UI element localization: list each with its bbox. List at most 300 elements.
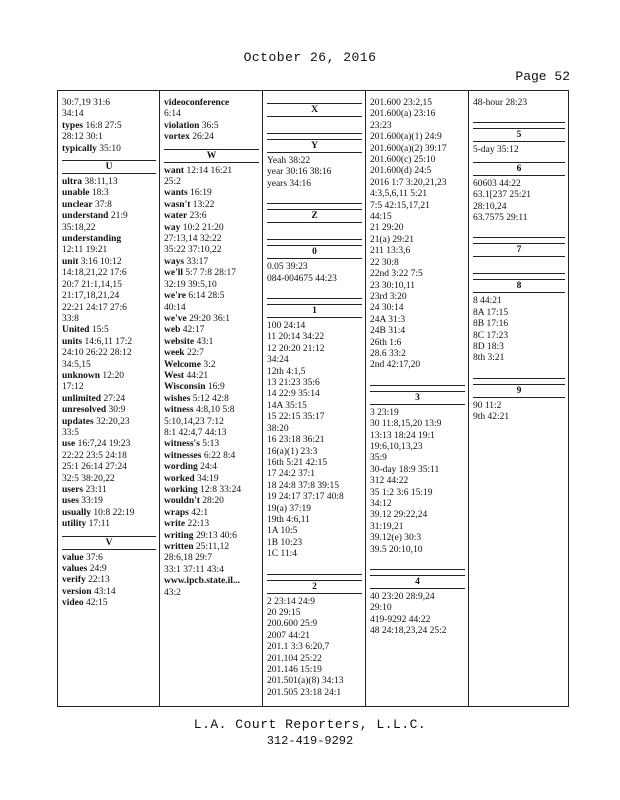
section-letter: 1 [267,304,362,318]
index-entry [370,510,465,521]
index-entry [62,144,156,155]
index-entry [267,688,362,699]
index-references: 22:21 24:17 27:6 [62,302,127,313]
index-references: 44:15 [370,212,392,223]
index-references: 21:9 [108,211,128,222]
index-references: 24B 31:4 [370,326,406,337]
index-references: 312 44:22 [370,476,409,487]
index-entry [164,485,259,496]
index-references: 27:13,14 32:22 [164,234,222,245]
index-references: 9th 42:21 [473,412,510,423]
index-references: Yeah 38:22 [267,156,311,166]
index-term: web [164,325,181,336]
index-references: 8A 17:15 [473,307,509,318]
index-term: unclear [62,199,93,210]
index-entry [473,331,565,342]
index-entry [370,98,465,109]
index-entry [370,166,465,177]
index-entry [370,292,465,303]
index-references: 8B 17:16 [473,319,509,330]
index-entry [164,98,259,109]
index-term: worked [164,473,195,484]
index-entry [370,349,465,360]
index-references: 33:17 [184,256,209,267]
index-references: 12th 4:1,5 [267,366,306,377]
index-references: 22:13 [85,575,110,586]
index-references: 38:11,13 [82,177,118,188]
index-references: 4:3,5,6,11 5:21 [370,189,428,200]
index-entry [267,458,362,469]
index-references: years 34:16 [267,178,312,189]
section-letter: Y [267,139,362,153]
section-letter: 4 [370,575,465,589]
index-entry [267,344,362,355]
index-entry [370,246,465,257]
index-entry [267,412,362,423]
index-entry [164,132,259,143]
index-references: 34:19 [194,473,219,484]
index-references: 25:1 26:14 27:24 [62,462,127,473]
index-references: 28:12 30:1 [62,132,103,143]
index-references: 34:12 [370,499,392,509]
index-entry [267,619,362,630]
index-references: 30:7,19 31:6 [62,98,111,108]
index-entry [370,453,465,464]
index-entry [164,565,259,576]
index-references: 34:24 [267,355,289,366]
index-entry [267,504,362,515]
index-references: 1C 11:4 [267,549,297,560]
index-term: written [164,542,194,553]
index-entry [164,405,259,416]
index-references: 8:1 42:4,7 44:13 [164,427,227,438]
index-entry [164,576,259,587]
index-term: users [62,485,84,495]
index-references: 2007 44:21 [267,630,311,641]
index-term: use [62,439,76,450]
index-entry [164,542,259,553]
index-term: we've [164,313,187,324]
index-term: unknown [62,370,101,381]
index-entry [62,200,156,211]
index-term: values [62,564,88,575]
index-entry [370,419,465,430]
index-references: 15:5 [89,325,109,336]
index-references: 33:8 [62,313,79,324]
index-references: 30:9 [106,405,126,416]
index-references: 32:19 39:5,10 [164,279,217,290]
index-entry [62,564,156,575]
index-references: 44:21 [184,370,209,381]
index-entry [370,121,465,132]
index-references: 201.600(a) 23:16 [370,109,436,120]
index-references: 40 23:20 28:9,24 [370,592,435,603]
index-references: 19 24:17 37:17 40:8 [267,492,344,503]
index-term: vortex [164,132,190,143]
index-entry [370,281,465,292]
section-letter: U [62,160,156,174]
index-references: 17:12 [62,382,84,393]
index-term: utility [62,519,87,530]
index-entry [267,515,362,526]
index-entry [267,179,362,190]
index-term: ways [164,256,185,267]
index-references: 084-004675 44:23 [267,273,337,284]
index-references: 5:13 [199,439,220,450]
index-references: 37:8 [92,199,112,210]
index-term: videoconference [164,98,230,108]
index-entry [62,268,156,279]
index-references: 28:20 [199,496,224,507]
index-entry [164,223,259,234]
index-references: 6:14 28:5 [185,291,225,302]
index-references: 19(a) 37:19 [267,503,312,514]
index-references: 201.505 23:18 24:1 [267,687,342,698]
index-entry [267,676,362,687]
index-entry [370,178,465,189]
index-references: 24 30:14 [370,303,404,314]
index-references: 3:16 10:12 [78,256,122,267]
index-references: 32:5 38:20,22 [62,473,115,484]
index-references: 14:18,21,22 17:6 [62,268,127,279]
index-entry [62,428,156,439]
index-entry [267,156,362,167]
index-entry [164,188,259,199]
index-entry [267,492,362,503]
index-references: 23:6 [187,211,207,222]
index-references: 34:14 [62,109,84,120]
index-references: 10:2 21:20 [180,222,224,233]
index-entry [267,274,362,285]
index-entry [370,326,465,337]
index-entry [62,280,156,291]
index-entry [370,626,465,637]
index-term: unit [62,256,79,267]
index-references: 24:9 [87,564,107,575]
section-letter: 2 [267,580,362,594]
index-entry [473,296,565,307]
section-divider [370,372,465,386]
index-entry [62,485,156,496]
index-entry [62,439,156,450]
index-references: 36:5 [199,120,219,131]
index-references: 35:10 [96,143,121,154]
index-references: 201.600(d) 24:5 [370,166,432,177]
index-entry [473,98,565,109]
index-entry [164,245,259,256]
index-references: 24:4 [197,462,218,473]
index-entry [164,439,259,450]
index-entry [62,337,156,348]
index-entry [370,545,465,556]
index-entry [267,401,362,412]
index-references: 201.146 15:19 [267,665,322,675]
footer-company: L.A. Court Reporters, L.L.C. [193,717,427,732]
index-term: wishes [164,393,191,404]
index-entry [370,201,465,212]
index-term: water [164,211,188,222]
index-entry [370,338,465,349]
index-entry [62,394,156,405]
index-entry [62,303,156,314]
index-references: 0.05 39:23 [267,262,308,273]
index-entry [370,615,465,626]
index-term: write [164,519,186,530]
index-references: 20 29:15 [267,607,301,618]
index-term: working [164,485,198,495]
index-references: 90 11:2 [473,400,502,411]
index-references: 201.104 25:22 [267,653,322,664]
index-term: we'll [164,268,183,279]
index-references: 12:20 [100,370,125,381]
index-references: 22:13 [185,519,210,530]
index-term: witness's [164,439,200,450]
index-references: 419-9292 44:22 [370,614,431,625]
index-references: 34:5,15 [62,359,91,370]
index-entry [62,291,156,302]
index-entry [473,145,565,156]
page-number: Page 52 [515,69,570,84]
index-references: 8C 17:23 [473,330,509,341]
section-letter: 7 [473,243,565,257]
index-entry [164,337,259,348]
index-references: 8 44:21 [473,296,502,307]
section-letter: X [267,103,362,117]
index-column-3 [262,91,365,706]
index-references: 35:22 37:10,22 [164,245,222,256]
index-entry [62,451,156,462]
index-references: 201.600(a)(1) 24:9 [370,132,442,143]
index-entry [62,109,156,120]
index-term: witnesses [164,450,202,461]
index-entry [267,389,362,400]
index-references: 13:22 [190,199,215,210]
index-references: 5:7 7:8 28:17 [183,268,237,279]
index-references: 42:17 [180,325,205,336]
index-entry [267,481,362,492]
index-references: 60603 44:22 [473,178,521,189]
index-term: types [62,120,84,131]
index-column-5 [468,91,568,706]
index-references: 18 24:8 37:8 39:15 [267,480,340,491]
index-term: West [164,370,185,381]
index-column-1 [58,91,159,706]
index-references: 201.600 23:2,15 [370,98,433,108]
index-term: www.ipcb.state.il... [164,576,240,587]
index-entry [267,526,362,537]
index-references: 13 21:23 35:6 [267,378,320,389]
index-entry [370,303,465,314]
index-entry [62,188,156,199]
index-entry [164,234,259,245]
index-references: 22nd 3:22 7:5 [370,269,423,280]
index-entry [370,315,465,326]
index-entry [62,121,156,132]
index-references: 16(a)(1) 23:3 [267,446,318,457]
index-entry [62,223,156,234]
index-entry [370,408,465,419]
index-references: 6:14 [164,109,181,120]
index-references: 16:8 27:5 [83,120,122,131]
index-references: 26th 1:6 [370,337,402,348]
index-entry [370,476,465,487]
index-entry [267,549,362,560]
index-references: 6:22 8:4 [201,450,236,461]
index-term: wraps [164,507,189,518]
index-references: 2016 1:7 3:20,21,23 [370,177,447,188]
index-entry [164,496,259,507]
index-entry [62,211,156,222]
index-entry [473,342,565,353]
header-date: October 26, 2016 [243,50,377,65]
index-entry [267,262,362,273]
index-references: 201.600(c) 25:10 [370,155,436,166]
index-references: 28.6 33:2 [370,348,406,359]
index-references: 2 23:14 24:9 [267,596,316,607]
index-references: 11 20:14 34:22 [267,332,325,343]
index-entry [267,355,362,366]
index-references: 30 11:8,15,20 13:9 [370,419,442,430]
index-entry [370,269,465,280]
index-references: 22:22 23:5 24:18 [62,450,127,461]
index-entry [62,496,156,507]
index-entry [62,575,156,586]
index-entry [164,428,259,439]
index-references: 19th 4:6,11 [267,514,310,525]
index-entry [164,166,259,177]
index-references: 25:2 [164,177,181,188]
index-references: 23rd 3:20 [370,291,407,302]
index-term: wants [164,188,188,199]
index-term: usually [62,507,92,518]
section-divider [267,285,362,299]
index-entry [370,223,465,234]
index-references: 12:14 16:21 [184,165,233,176]
index-entry [267,665,362,676]
index-references: 3 23:19 [370,407,399,418]
index-term: unresolved [62,405,107,416]
index-entry [267,321,362,332]
index-entry [370,189,465,200]
index-entry [267,469,362,480]
index-references: 12:8 33:24 [197,485,242,495]
index-entry [164,121,259,132]
index-frame [57,90,569,707]
index-references: 43:2 [164,587,181,598]
index-references: 35:18,22 [62,222,96,233]
index-references: 8D 18:3 [473,342,504,353]
index-entry [164,200,259,211]
index-entry [164,553,259,564]
index-references: 39.5 20:10,10 [370,544,423,555]
index-entry [267,642,362,653]
index-entry [62,598,156,609]
index-references: 10:8 22:19 [91,507,135,518]
index-entry [370,592,465,603]
index-references: 37:6 [83,552,103,563]
section-letter: Z [267,209,362,223]
index-entry [370,522,465,533]
index-entry [164,474,259,485]
index-entry [62,360,156,371]
index-references: 33:1 37:11 43:4 [164,564,224,575]
index-column-2 [159,91,262,706]
section-divider [473,109,565,123]
index-entry [62,405,156,416]
index-references: 22:7 [184,348,204,359]
index-entry [62,348,156,359]
index-references: 39.12 29:22,24 [370,510,428,521]
index-entry [164,451,259,462]
section-divider [473,365,565,379]
index-term: Welcome [164,359,201,370]
index-references: 23 30:10,11 [370,280,416,291]
index-references: 17:11 [86,519,110,530]
index-references: 1B 10:23 [267,537,303,548]
index-references: 16 23:18 36:21 [267,435,325,446]
index-entry [267,654,362,665]
section-divider [267,226,362,240]
index-references: 48 24:18,23,24 25:2 [370,626,447,637]
index-entry [164,371,259,382]
index-entry [473,353,565,364]
index-term: wasn't [164,199,191,210]
index-entry [164,531,259,542]
index-term: week [164,348,185,359]
index-references: 2nd 42:17,20 [370,360,421,371]
index-references: 23:23 [370,120,392,131]
index-references: 12:11 19:21 [62,245,108,256]
index-entry [370,442,465,453]
index-term: version [62,586,92,597]
index-references: 16th 5:21 42:15 [267,457,328,468]
index-entry [370,155,465,166]
index-entry [62,587,156,598]
index-references: 29:20 36:1 [186,313,230,324]
index-entry [370,488,465,499]
index-references: 48-hour 28:23 [473,98,528,108]
index-references: 201.501(a)(8) 34:13 [267,676,344,687]
index-entry [473,213,565,224]
index-entry [62,519,156,530]
index-term: units [62,336,83,347]
index-references: 200.600 25:9 [267,619,318,630]
index-references: 15 22:15 35:17 [267,412,325,423]
index-term: understanding [62,234,122,245]
index-term: we're [164,291,186,302]
index-entry [62,257,156,268]
index-references: 5:12 42:8 [190,393,229,404]
index-entry [164,519,259,530]
index-entry [164,417,259,428]
index-entry [370,109,465,120]
index-references: 23:11 [83,485,107,495]
index-references: 43:1 [194,336,214,347]
index-references: 42:15 [83,598,108,609]
index-entry [164,314,259,325]
index-references: 29:13 40:6 [193,530,237,541]
index-references: 21:17,18,21,24 [62,291,120,302]
index-term: wouldn't [164,496,200,507]
index-entry [370,603,465,614]
section-divider [370,556,465,570]
index-entry [267,538,362,549]
index-term: video [62,598,84,609]
index-entry [62,382,156,393]
index-entry [164,291,259,302]
index-entry [473,401,565,412]
index-references: 14:6,11 17:2 [82,336,133,347]
